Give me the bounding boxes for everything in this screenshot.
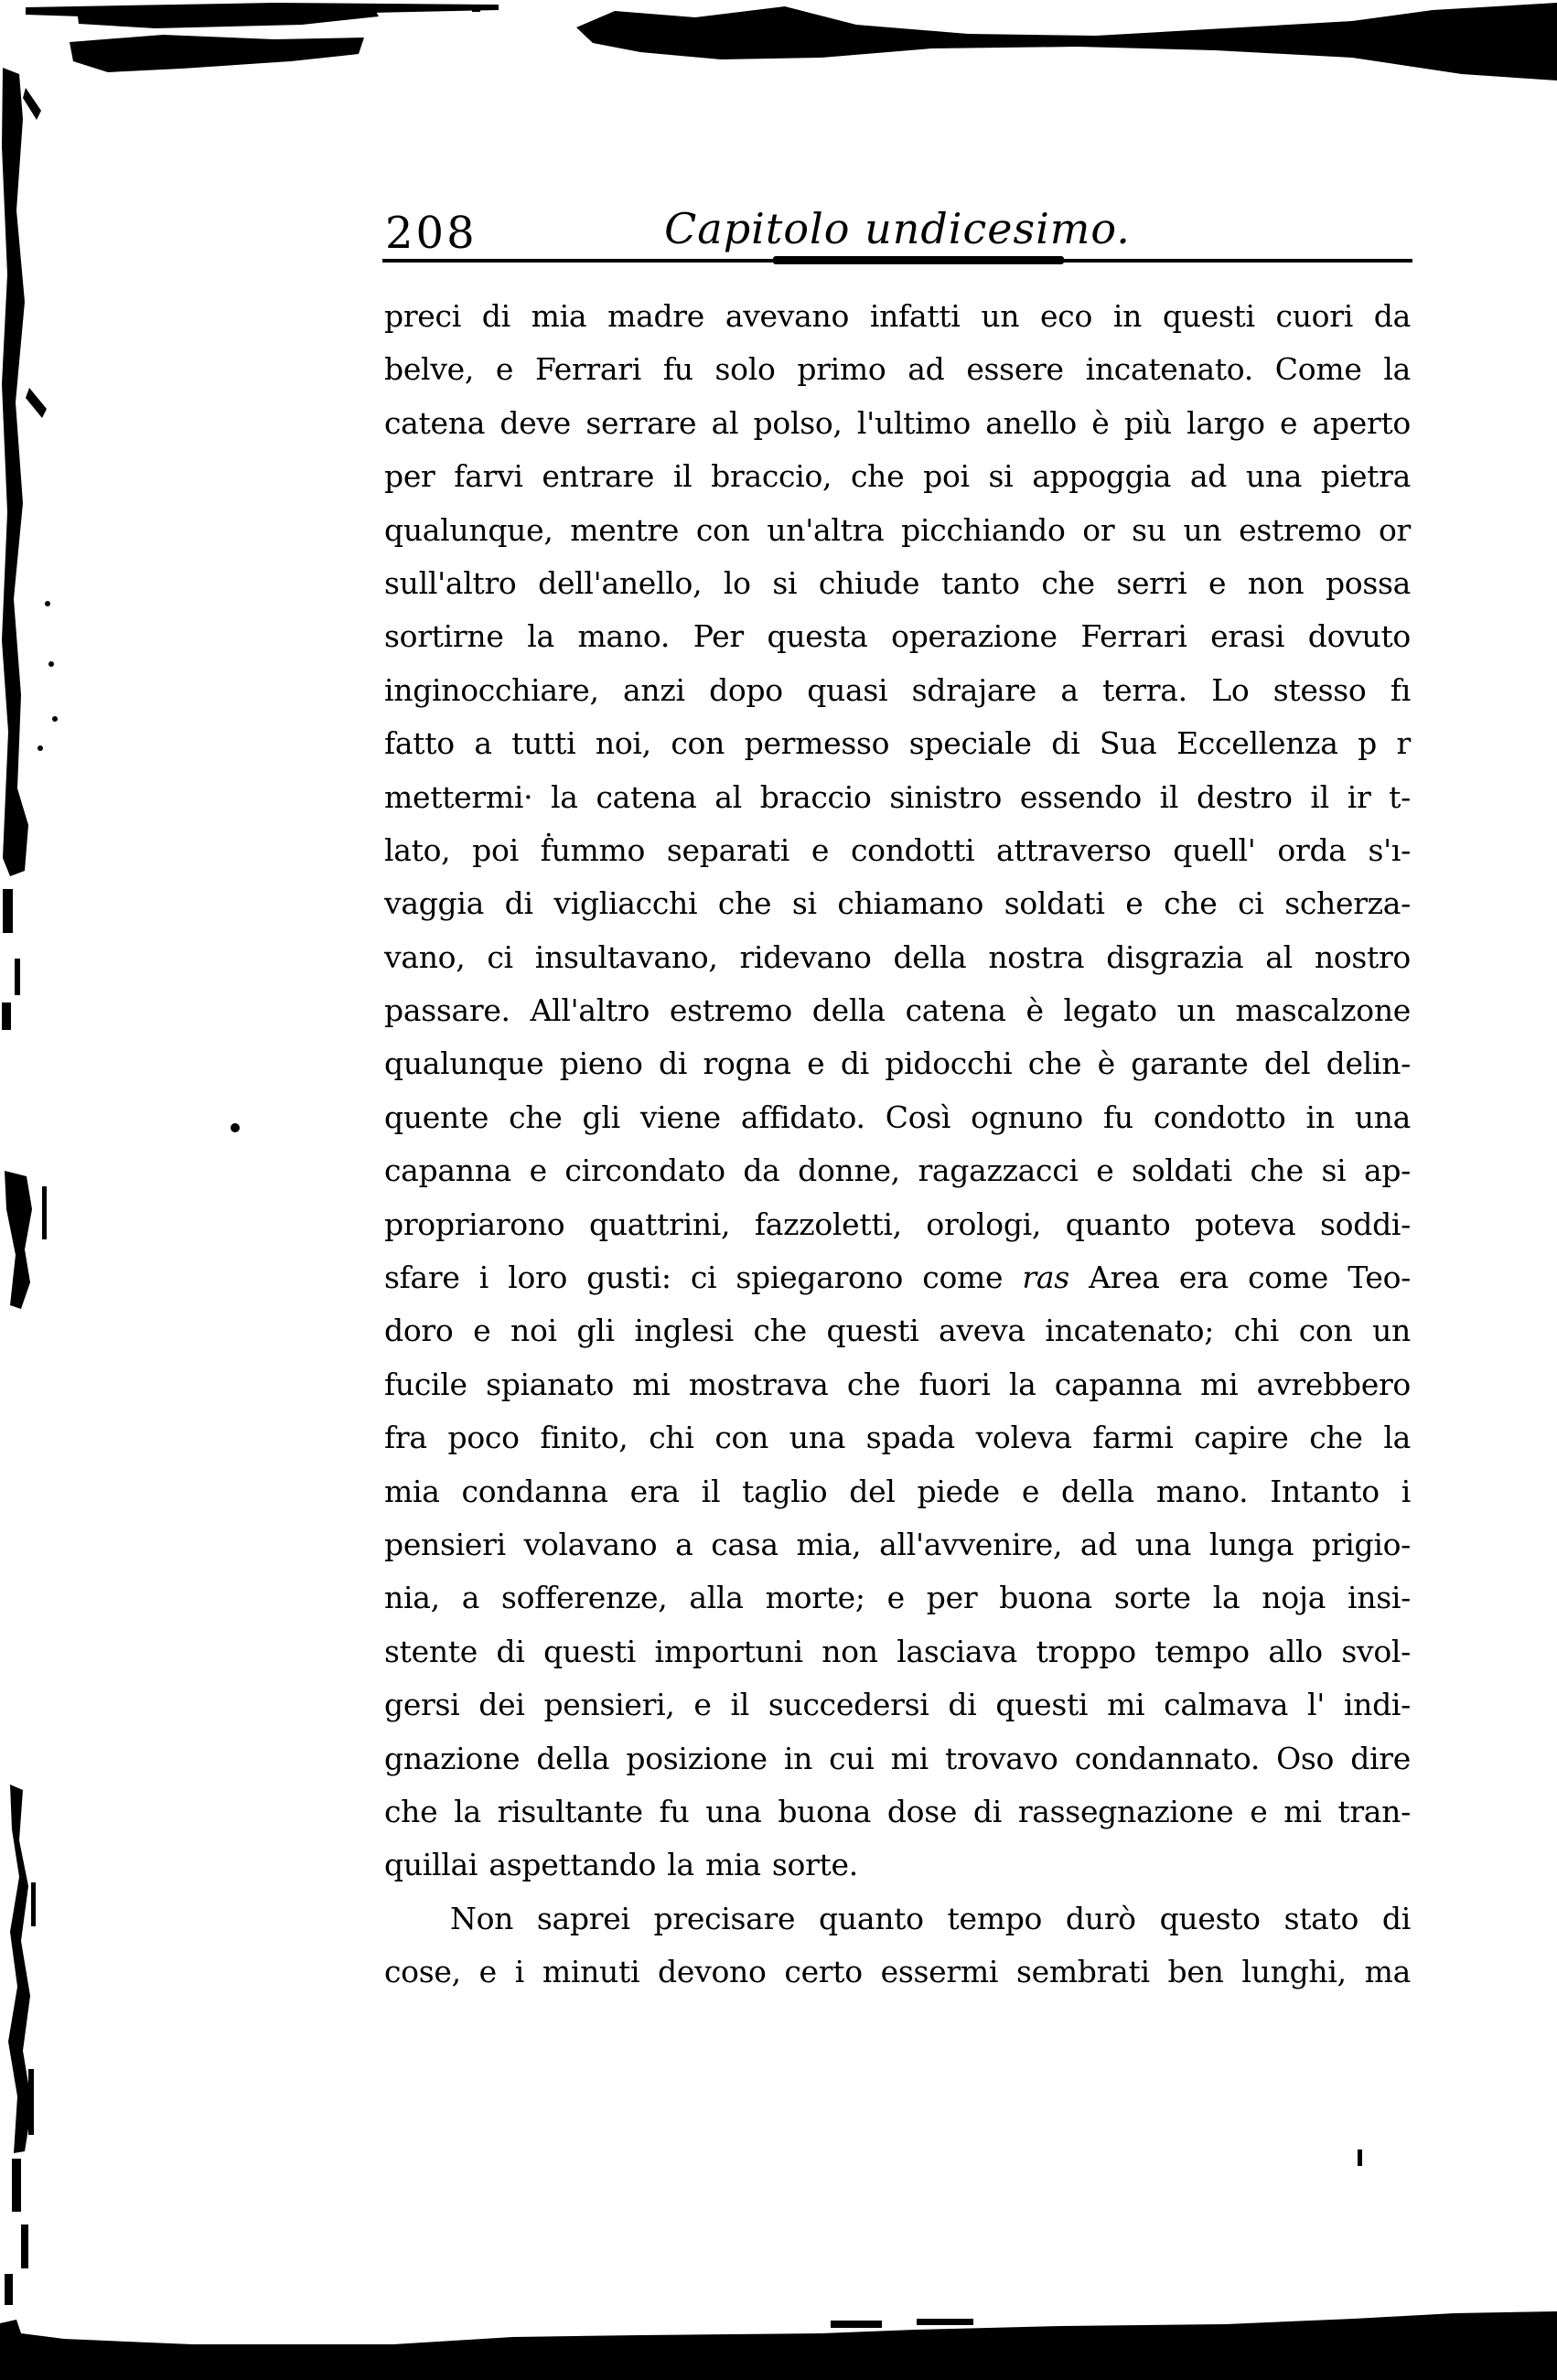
text-line: inginocchiare, anzi dopo quasi sdrajare a terra. Lo stesso fı — [384, 671, 1411, 708]
text-line: catena deve serrare al polso, l'ultimo anello è più largo e aperto — [384, 404, 1411, 441]
scan-artifact-speck1 — [45, 601, 50, 606]
text-line — [384, 1251, 1411, 1304]
scan-artifact-top-right-bar — [576, 3, 1557, 80]
text-line: per farvi entrare il braccio, che poi si appoggia ad una pietra — [384, 458, 1411, 495]
text-line: vaggia di vigliacchi che si chiamano soldati e che ci scherza- — [384, 885, 1411, 922]
scan-artifact-ink-dot — [231, 1123, 240, 1132]
scan-artifact-speck3 — [52, 716, 58, 722]
text-line-segment: Area era come Teo- — [1068, 1260, 1411, 1296]
text-line: fatto a tutti noi, con permesso speciale di Sua Eccellenza p r — [384, 725, 1411, 762]
scan-artifact-bottom-bar — [0, 2311, 1557, 2380]
text-line-segment: sfare i loro gusti: ci spiegarono come — [384, 1260, 1023, 1296]
scan-artifact-left-flick2 — [26, 388, 47, 418]
text-line: sull'altro dell'anello, lo si chiude tanto che serri e non possa — [384, 564, 1411, 601]
text-line: qualunque pieno di rogna e di pidocchi che è garante del delin- — [384, 1045, 1411, 1082]
scan-artifact-left-mark3 — [2, 1002, 11, 1030]
text-line: propriarono quattrini, fazzoletti, orologi, quanto poteva soddi- — [384, 1206, 1411, 1242]
text-line: stente di questi importuni non lasciava troppo tempo allo svol- — [384, 1633, 1411, 1669]
scan-artifact-right-tick — [1358, 2150, 1362, 2166]
scan-artifact-left-mark2 — [15, 959, 20, 995]
text-line: mia condanna era il taglio del piede e della mano. Intanto i — [384, 1473, 1411, 1509]
text-line: preci di mia madre avevano infatti un eco in questi cuori da — [384, 298, 1411, 334]
scan-artifact-top-left-blob — [77, 6, 379, 28]
scan-artifact-mid-dash — [42, 1186, 47, 1239]
scan-artifact-left-blob-mid — [5, 1171, 32, 1309]
text-line-paragraph-end: quillai aspettando la mia sorte. — [384, 1847, 858, 1883]
scan-artifact-speck2 — [48, 661, 54, 667]
scan-artifact-left-squiggle — [8, 1785, 32, 2153]
text-line: sortirne la mano. Per questa operazione Ferrari erasi dovuto — [384, 618, 1411, 655]
text-line: belve, e Ferrari fu solo primo ad essere incatenato. Come la — [384, 351, 1411, 388]
scan-artifact-top-left-blob2 — [70, 35, 364, 72]
text-line: pensieri volavano a casa mia, all'avvenire, ad una lunga prigio- — [384, 1526, 1411, 1562]
scan-artifact-bottom-dash1 — [831, 2321, 882, 2328]
text-line: lato, poi ḟummo separati e condotti attraverso quell' orda s'ı- — [384, 831, 1411, 868]
scan-artifact-left-bar — [2, 68, 28, 876]
page-number: 208 — [385, 208, 478, 259]
text-line: vano, ci insultavano, ridevano della nostra disgrazia al nostro — [384, 938, 1411, 975]
text-line: mettermi· la catena al braccio sinistro essendo il destro il ir t- — [384, 778, 1411, 815]
text-line: che la risultante fu una buona dose di rassegnazione e mi tran- — [384, 1793, 1411, 1829]
text-line: cose, e i minuti devono certo essermi sembrati ben lunghi, ma — [384, 1954, 1411, 1990]
text-line: qualunque, mentre con un'altra picchiando or su un estremo or — [384, 511, 1411, 548]
scan-artifact-bottom-dash2 — [917, 2319, 973, 2325]
text-line-paragraph-start: Non saprei precisare quanto tempo durò questo stato di — [450, 1900, 1411, 1936]
text-line: doro e noi gli inglesi che questi aveva incatenato; chi con un — [384, 1313, 1411, 1349]
chapter-running-title: Capitolo undicesimo. — [664, 204, 1131, 253]
text-line: gnazione della posizione in cui mi trovavo condannato. Oso dire — [384, 1740, 1411, 1776]
text-line: passare. All'altro estremo della catena è legato un mascalzone — [384, 992, 1411, 1029]
scan-artifact-low-mark3 — [5, 2274, 13, 2305]
scan-artifact-left-flick1 — [23, 88, 41, 120]
text-line: gersi dei pensieri, e il succedersi di questi mi calmava l' indi- — [384, 1687, 1411, 1723]
scan-artifact-low-mark1 — [12, 2159, 21, 2212]
text-line: capanna e circondato da donne, ragazzacci e soldati che si ap- — [384, 1152, 1411, 1189]
scan-artifact-left-mark1 — [3, 889, 13, 933]
scan-artifact-low-dash2 — [28, 2069, 34, 2135]
scan-artifact-top-speck — [472, 7, 480, 12]
text-line: fucile spianato mi mostrava che fuori la capanna mi avrebbero — [384, 1366, 1411, 1402]
text-line: nia, a sofferenze, alla morte; e per buona sorte la noja insi- — [384, 1580, 1411, 1616]
body-text-block — [384, 290, 1411, 1999]
text-line: fra poco finito, chi con una spada voleva farmi capire che la — [384, 1420, 1411, 1456]
scan-artifact-low-dash1 — [31, 1882, 36, 1926]
header-rule-thick-segment — [773, 256, 1064, 264]
text-line: quente che gli viene affidato. Così ognuno fu condotto in una — [384, 1099, 1411, 1135]
scan-artifact-top-left-streak — [26, 3, 499, 18]
italic-word-ras: ras — [1022, 1260, 1069, 1296]
scan-artifact-speck4 — [38, 745, 43, 751]
scan-artifact-low-mark2 — [21, 2225, 28, 2268]
